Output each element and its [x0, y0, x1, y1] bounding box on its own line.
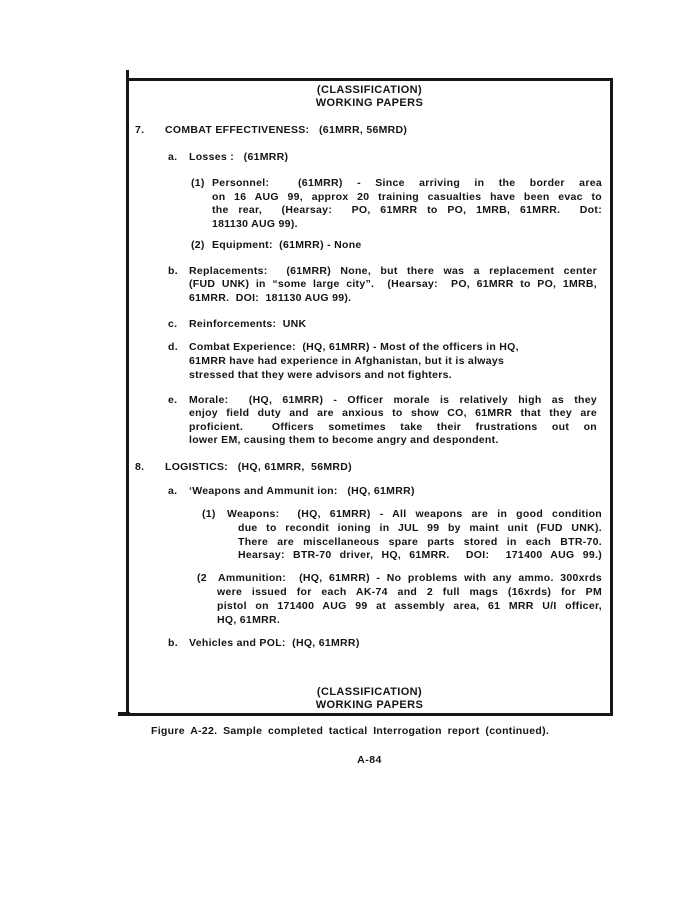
- report-line: ‘Weapons and Ammunit ion: (HQ, 61MRR): [189, 485, 415, 497]
- report-line: Losses : (61MRR): [189, 151, 289, 163]
- working-papers-header: WORKING PAPERS: [315, 97, 424, 109]
- report-line: HQ, 61MRR.: [217, 614, 281, 626]
- classification-header: (CLASSIFICATION): [316, 84, 423, 96]
- classification-footer: (CLASSIFICATION): [316, 686, 423, 698]
- figure-caption: Figure A-22. Sample completed tactical Interrogation report (continued).: [151, 725, 550, 737]
- page-number: A-84: [357, 754, 382, 766]
- report-line: Vehicles and POL: (HQ, 61MRR): [189, 637, 360, 649]
- report-line: There are miscellaneous spare parts stored in each BTR-70.: [238, 536, 602, 548]
- line-marker: b.: [168, 265, 178, 277]
- working-papers-footer: WORKING PAPERS: [315, 699, 424, 711]
- report-line: Hearsay: BTR-70 driver, HQ, 61MRR. DOI: 171400 AUG 99.): [238, 549, 602, 561]
- line-marker: a.: [168, 151, 178, 163]
- report-line: enjoy field duty and are anxious to show CO, 61MRR that they are: [189, 407, 597, 419]
- report-line: 61MRR have had experience in Afghanistan, but it is always: [189, 355, 505, 367]
- report-line: Equipment: (61MRR) - None: [212, 239, 362, 251]
- report-line: were issued for each AK-74 and 2 full mags (16xrds) for PM: [217, 586, 602, 598]
- report-line: proficient. Officers sometimes take their frustrations out on: [189, 421, 597, 433]
- report-line: due to recondit ioning in JUL 99 by maint unit (FUD UNK).: [238, 522, 602, 534]
- line-marker: e.: [168, 394, 178, 406]
- report-line: the rear, (Hearsay: PO, 61MRR to PO, 1MRB, 61MRR. Dot:: [212, 204, 602, 216]
- report-line: (FUD UNK) in “some large city”. (Hearsay: PO, 61MRR to PO, 1MRB,: [189, 278, 597, 290]
- line-marker: c.: [168, 318, 178, 330]
- report-line: Morale: (HQ, 61MRR) - Officer morale is relatively high as they: [189, 394, 597, 406]
- line-marker: 7.: [135, 124, 145, 136]
- line-marker: a.: [168, 485, 178, 497]
- line-marker: (2: [197, 572, 207, 584]
- report-box: [126, 78, 613, 716]
- line-marker: (1): [202, 508, 216, 520]
- report-line: 61MRR. DOI: 181130 AUG 99).: [189, 292, 352, 304]
- report-line: on 16 AUG 99, approx 20 training casualties have been evac to: [212, 191, 602, 203]
- line-marker: (2): [191, 239, 205, 251]
- line-marker: 8.: [135, 461, 145, 473]
- report-line: Ammunition: (HQ, 61MRR) - No problems with any ammo. 300xrds: [218, 572, 602, 584]
- line-marker: (1): [191, 177, 205, 189]
- line-marker: d.: [168, 341, 178, 353]
- report-line: COMBAT EFFECTIVENESS: (61MRR, 56MRD): [165, 124, 408, 136]
- report-line: Weapons: (HQ, 61MRR) - All weapons are in good condition: [227, 508, 602, 520]
- report-line: Replacements: (61MRR) None, but there was a replacement center: [189, 265, 597, 277]
- report-line: Combat Experience: (HQ, 61MRR) - Most of the officers in HQ,: [189, 341, 519, 353]
- report-line: lower EM, causing them to become angry and despondent.: [189, 434, 499, 446]
- report-line: stressed that they were advisors and not fighters.: [189, 369, 452, 381]
- report-line: pistol on 171400 AUG 99 at assembly area, 61 MRR U/I officer,: [217, 600, 602, 612]
- report-line: Reinforcements: UNK: [189, 318, 307, 330]
- line-marker: b.: [168, 637, 178, 649]
- report-line: 181130 AUG 99).: [212, 218, 298, 230]
- report-line: LOGISTICS: (HQ, 61MRR, 56MRD): [165, 461, 352, 473]
- report-line: Personnel: (61MRR) - Since arriving in the border area: [212, 177, 602, 189]
